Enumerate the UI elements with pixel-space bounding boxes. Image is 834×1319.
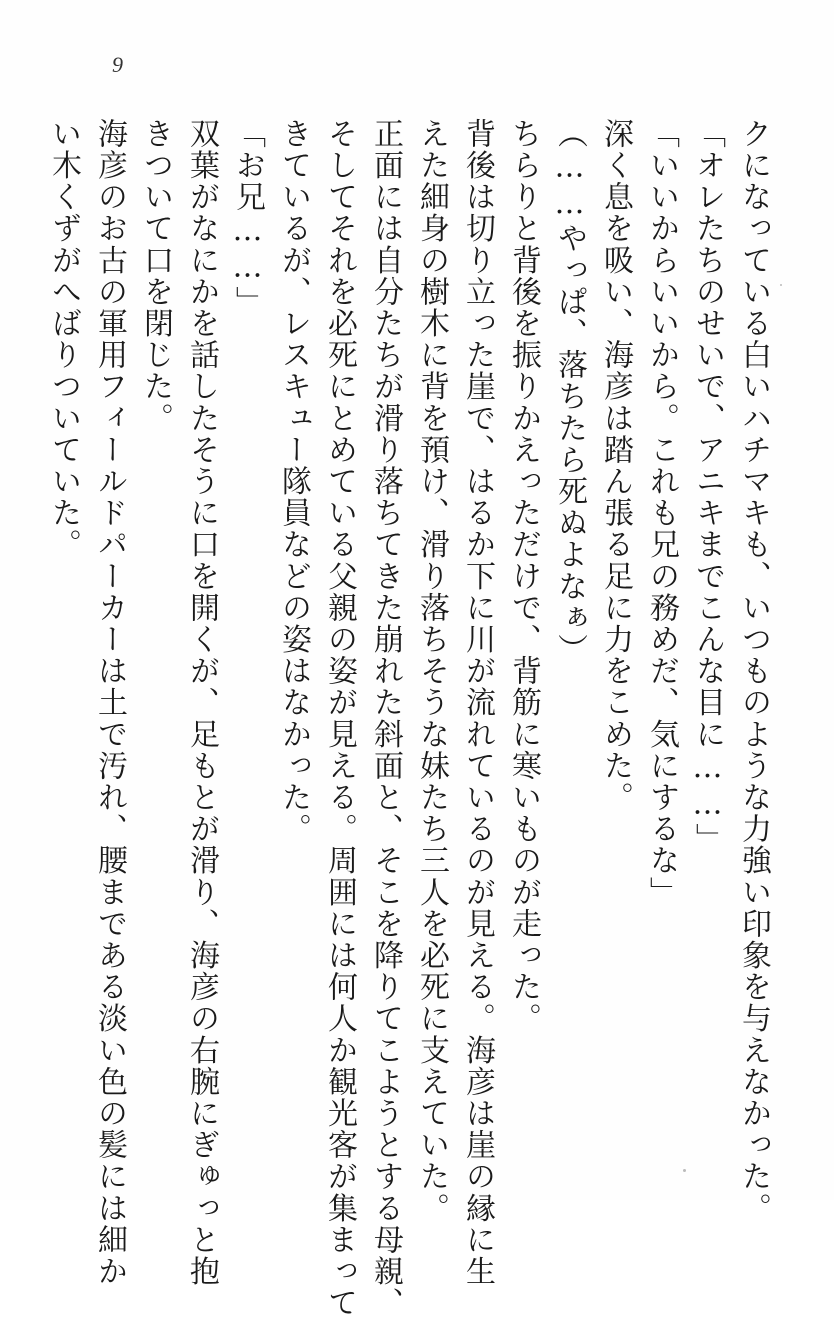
text-line: えた細身の樹木に背を預け、滑り落ちそうな妹たち三人を必死に支えていた。 xyxy=(414,118,449,1224)
text-line: 双葉がなにかを話したそうに口を開くが、足もとが滑り、海彦の右腕にぎゅっと抱 xyxy=(184,118,219,1288)
text-line: 深く息を吸い、海彦は踏ん張る足に力をこめた。 xyxy=(598,118,633,814)
vertical-text-body xyxy=(40,118,776,1319)
text-line: （……やっぱ、落ちたら死ぬよなぁ） xyxy=(552,118,587,666)
text-line: ちらりと背後を振りかえっただけで、背筋に寒いものが走った。 xyxy=(506,118,541,1035)
text-line: 海彦のお古の軍用フィールドパーカーは土で汚れ、腰まである淡い色の髪には細か xyxy=(92,118,127,1288)
text-line: 正面には自分たちが滑り落ちてきた崩れた斜面と、そこを降りてこようとする母親、 xyxy=(368,118,403,1319)
text-line: そしてそれを必死にとめている父親の姿が見える。周囲には何人か観光客が集まって xyxy=(322,118,357,1319)
paper-speck xyxy=(683,1169,686,1172)
text-line: 背後は切り立った崖で、はるか下に川が流れているのが見える。海彦は崖の縁に生 xyxy=(460,118,495,1288)
text-line: クになっている白いハチマキも、いつものような力強い印象を与えなかった。 xyxy=(736,118,771,1224)
text-line: 「いいからいいから。これも兄の務めだ、気にするな」 xyxy=(644,118,679,908)
text-line: きているが、レスキュー隊員などの姿はなかった。 xyxy=(276,118,311,845)
text-line: 「お兄……」 xyxy=(230,118,265,318)
text-line: い木くずがへばりついていた。 xyxy=(46,118,81,561)
text-line: 「オレたちのせいで、アニキまでこんな目に……」 xyxy=(690,118,725,855)
paper-speck xyxy=(780,284,782,286)
page-number: 9 xyxy=(112,52,123,77)
text-line: きついて口を閉じた。 xyxy=(138,118,173,434)
